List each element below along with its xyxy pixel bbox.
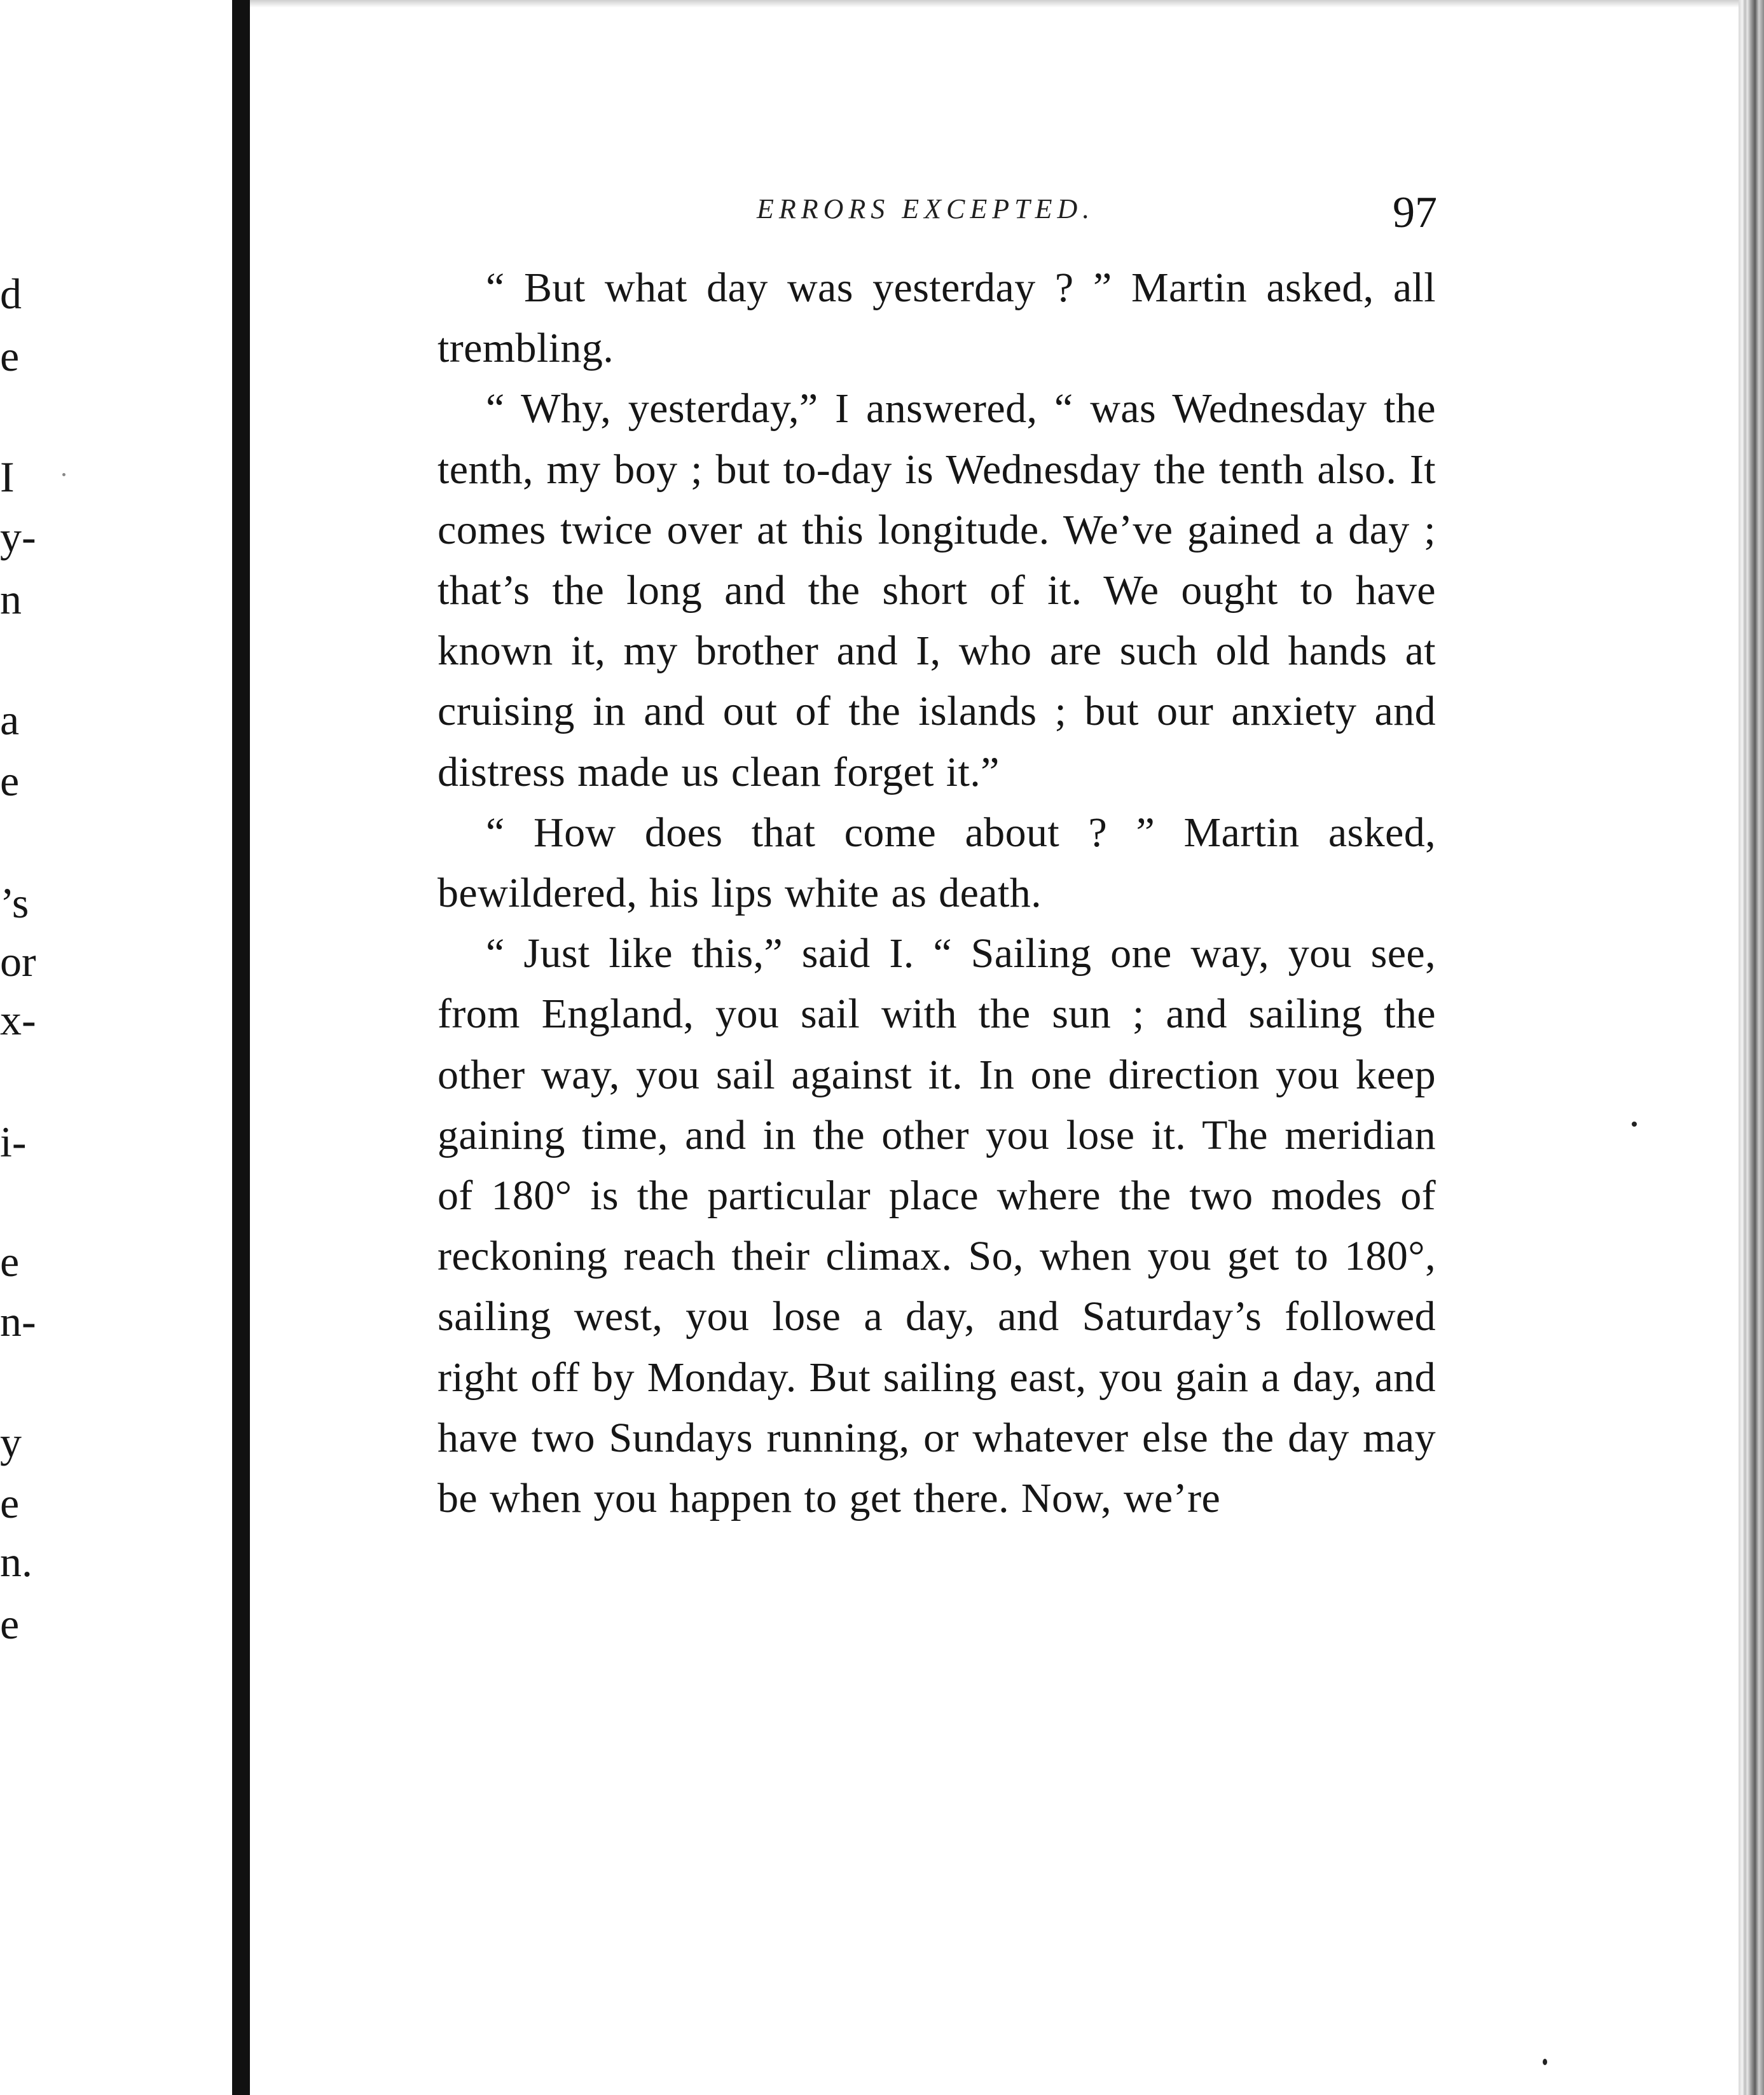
scan-speck	[62, 473, 65, 476]
left-edge-char: n-	[0, 1297, 36, 1345]
left-edge-char: e	[0, 1237, 20, 1286]
left-edge-char: x-	[0, 996, 36, 1044]
page-right-edge	[1739, 0, 1764, 2095]
left-edge-char: I	[0, 453, 15, 501]
left-edge-char: i-	[0, 1118, 27, 1166]
page-top-edge	[250, 0, 1739, 8]
left-edge-char: or	[0, 937, 36, 986]
page-header	[445, 188, 1437, 245]
paragraph: “ How does that come about ? ” Martin asked, bewildered, his lips white as death.	[438, 809, 1436, 917]
left-edge-char: a	[0, 696, 20, 744]
scan-speck	[1632, 1122, 1637, 1127]
left-edge-char: e	[0, 1479, 20, 1527]
body-text	[438, 258, 1436, 1528]
left-edge-char: y-	[0, 512, 36, 561]
left-edge-char: n.	[0, 1537, 32, 1586]
left-edge-char: e	[0, 1600, 20, 1648]
left-edge-char: e	[0, 757, 20, 805]
running-title: ERRORS EXCEPTED.	[757, 193, 1095, 224]
paragraph: “ But what day was yesterday ? ” Martin asked, all trembling.	[438, 264, 1436, 372]
scan-speck	[1543, 2059, 1547, 2065]
book-gutter	[232, 0, 250, 2095]
paragraph: “ Just like this,” said I. “ Sailing one way, you see, from England, you sail with the sun ; and sailing the other way, you sail against it. In one direction you keep gaining time, and in the other you lose it. The meridian of 180° is the particular place where the two modes of reckoning reach their climax. So, when you get to 180°, sailing west, you lose a day, and Saturday’s followed right off by Monday. But sailing east, you gain a day, and have two Sundays running, or whatever else the day may be when you happen to get there. Now, we’re	[438, 930, 1436, 1522]
left-edge-char: n	[0, 575, 22, 623]
left-edge-char: e	[0, 332, 20, 380]
left-page-fragment	[0, 0, 232, 2095]
left-edge-char: d	[0, 270, 22, 318]
page-number: 97	[1393, 188, 1437, 237]
left-edge-char: ’s	[0, 879, 29, 927]
left-edge-char: y	[0, 1418, 22, 1466]
paragraph: “ Why, yesterday,” I answered, “ was Wednesday the tenth, my boy ; but to-day is Wednesday the tenth also. It comes twice over at this longitude. We’ve gained a day ; that’s the long and the short of it. We ought to have known it, my brother and I, who are such old hands at cruising in and out of the islands ; but our anxiety and distress made us clean forget it.”	[438, 385, 1436, 795]
